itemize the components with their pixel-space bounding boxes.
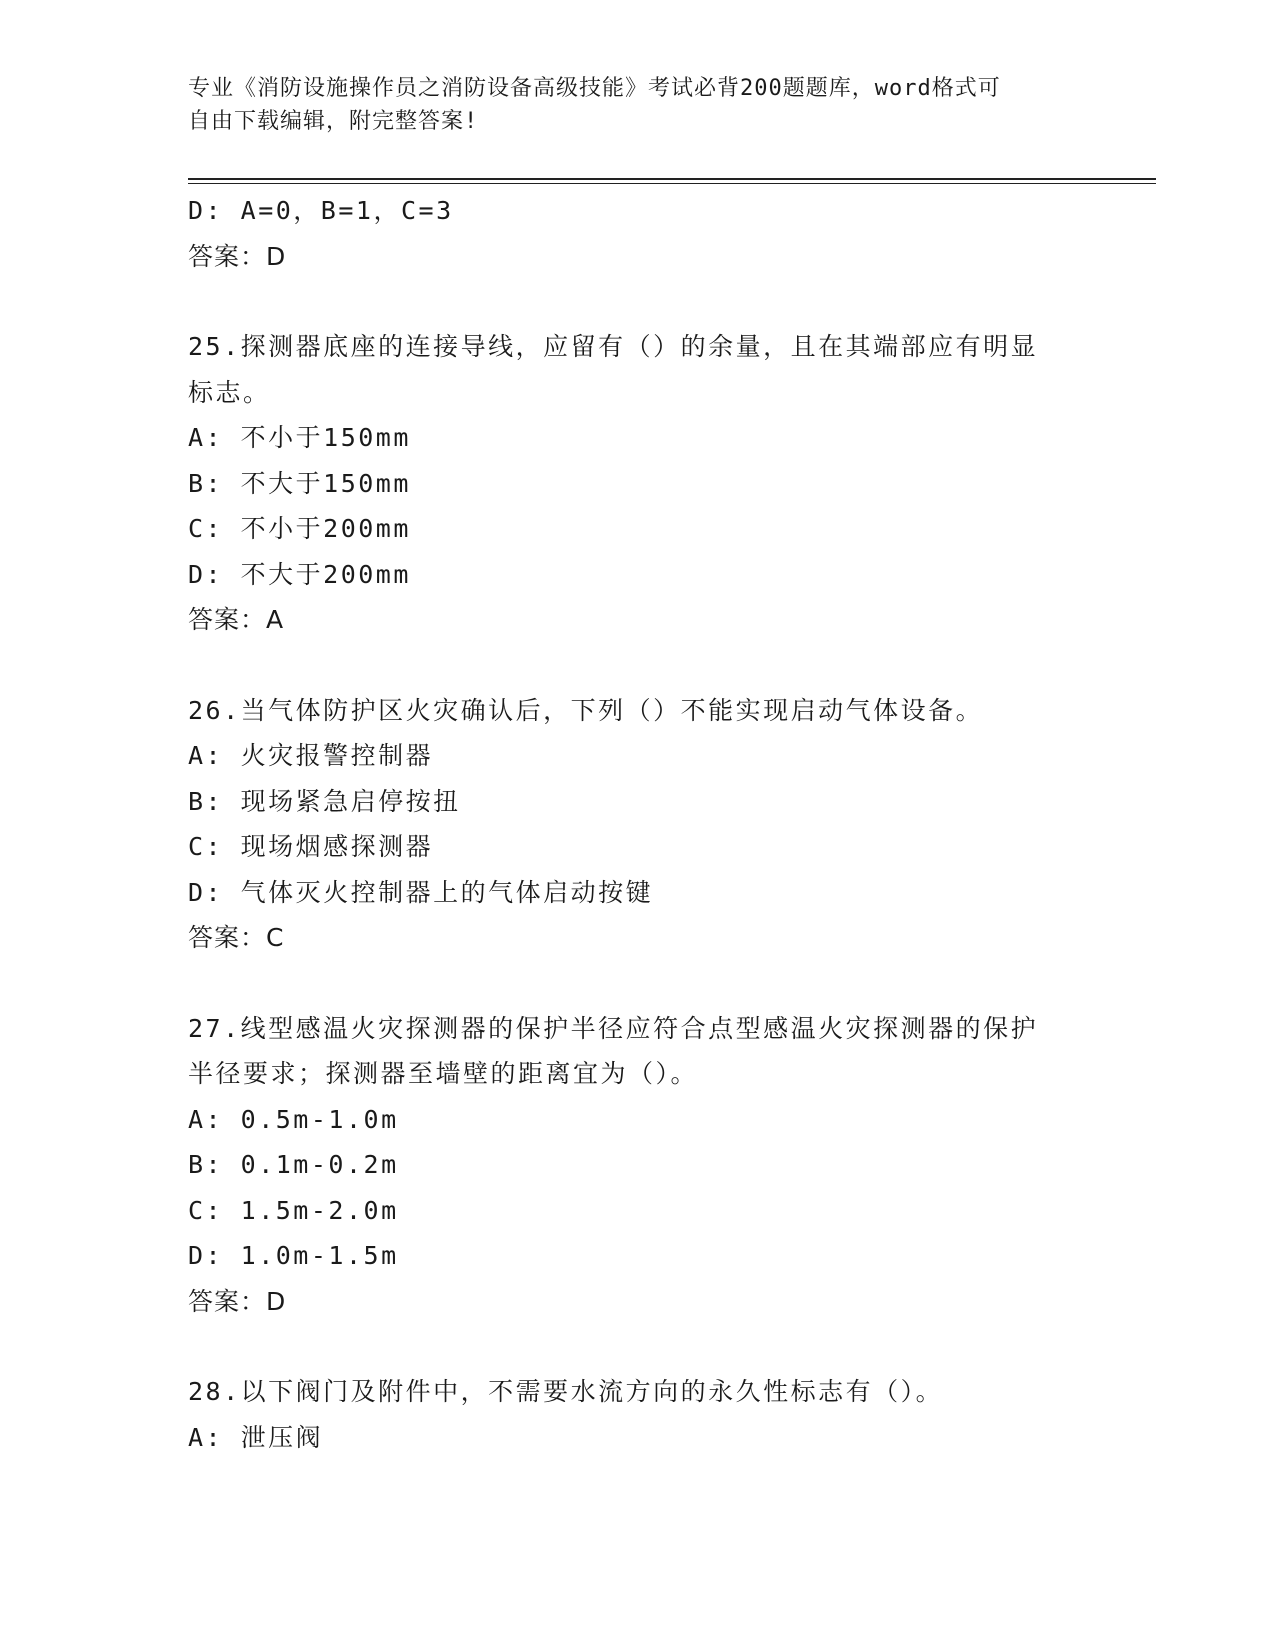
header-divider-thick [188, 178, 1156, 180]
question-stem-line-1: 27.线型感温火灾探测器的保护半径应符合点型感温火灾探测器的保护 [188, 1013, 1039, 1043]
header-line-1: 专业《消防设施操作员之消防设备高级技能》考试必背200题题库，word格式可 [188, 76, 1001, 101]
answer-line: 答案：D [188, 1286, 287, 1316]
question-stem-line-2: 标志。 [188, 377, 271, 407]
answer-line: 答案：D [188, 241, 287, 271]
option-d: D: 1.0m-1.5m [188, 1241, 399, 1270]
option-c: C: 现场烟感探测器 [188, 832, 434, 861]
answer-line: 答案：C [188, 923, 285, 952]
question-stem-line-1: 25.探测器底座的连接导线，应留有（）的余量，且在其端部应有明显 [188, 332, 1039, 361]
page-header [188, 72, 1088, 138]
option-b: B: 0.1m-0.2m [188, 1150, 399, 1179]
option-a: A: 不小于150mm [188, 423, 411, 452]
question-list [188, 188, 1078, 1460]
header-divider-thin [188, 183, 1156, 184]
question-25 [188, 324, 1078, 643]
option-b: B: 现场紧急启停按扭 [188, 786, 461, 816]
carryover-block [188, 188, 1078, 279]
option-a: A: 泄压阀 [188, 1422, 324, 1452]
header-line-2: 自由下载编辑，附完整答案! [188, 109, 479, 134]
option-c: C: 不小于200mm [188, 514, 411, 543]
option-d: D: 气体灭火控制器上的气体启动按键 [188, 877, 654, 907]
option-a: A: 火灾报警控制器 [188, 741, 434, 770]
question-stem-line-2: 半径要求；探测器至墙壁的距离宜为（）。 [188, 1059, 699, 1088]
question-stem-line-1: 28.以下阀门及附件中，不需要水流方向的永久性标志有（）。 [188, 1377, 944, 1406]
option-b: B: 不大于150mm [188, 468, 411, 498]
option-d: D: A=0，B=1，C=3 [188, 196, 454, 225]
question-stem-line-1: 26.当气体防护区火灾确认后，下列（）不能实现启动气体设备。 [188, 695, 984, 725]
question-27 [188, 1006, 1078, 1325]
option-d: D: 不大于200mm [188, 559, 411, 589]
question-28 [188, 1369, 1078, 1460]
answer-line: 答案：A [188, 605, 285, 634]
option-c: C: 1.5m-2.0m [188, 1195, 399, 1225]
option-a: A: 0.5m-1.0m [188, 1104, 399, 1134]
question-26 [188, 688, 1078, 961]
